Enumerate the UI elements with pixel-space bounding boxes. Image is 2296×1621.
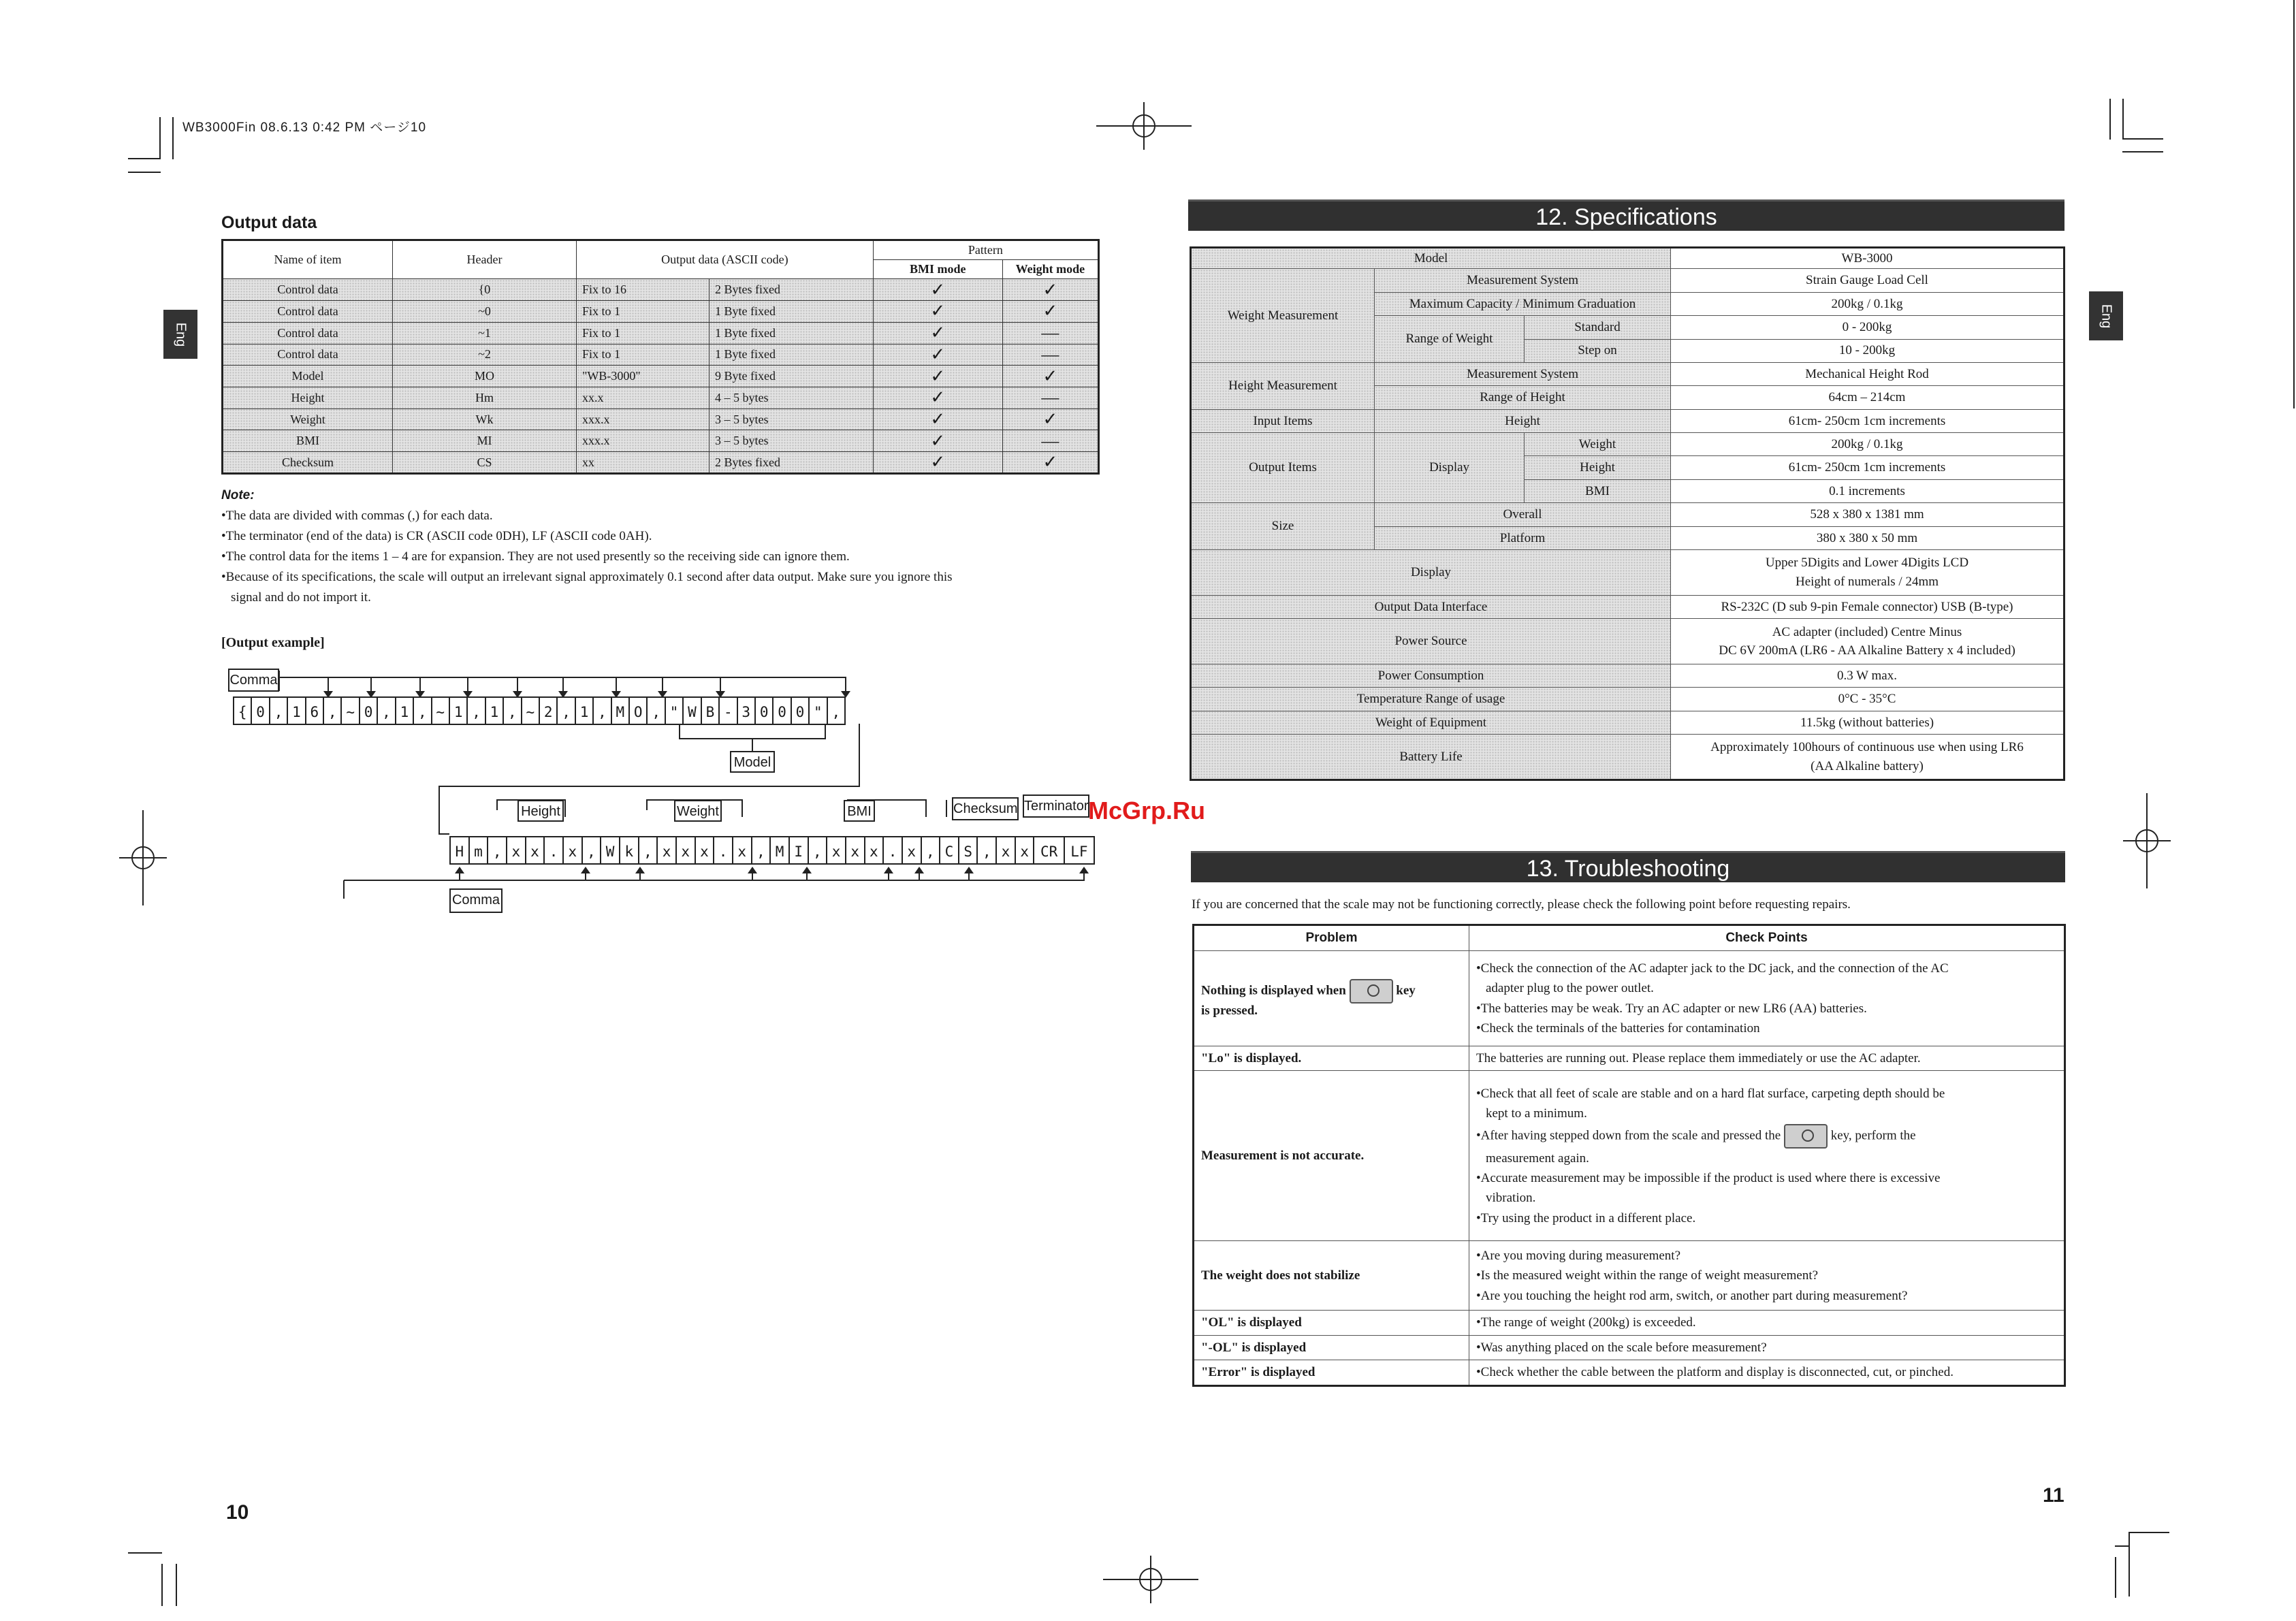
crop-mark bbox=[128, 1552, 162, 1554]
output-char-cell: x bbox=[677, 837, 696, 863]
output-char-cell: I bbox=[790, 837, 809, 863]
watermark: McGrp.Ru bbox=[1088, 797, 1206, 824]
table-row: Nothing is displayed when key is pressed. •Check the connection of the AC adapter jack to the DC jack, and the connection of the AC adapter plug to the power outlet. •The batteries may be weak. Try an AC adapter or new LR6 (AA) batteries. •Check the terminals of the batteries for contamination bbox=[1194, 951, 2065, 1046]
label-weight: Weight bbox=[674, 800, 722, 822]
check-icon: ✓ bbox=[1002, 279, 1098, 301]
check-icon: ✓ bbox=[1002, 366, 1098, 387]
col-bmi-mode: BMI mode bbox=[873, 259, 1002, 279]
output-char-cell: 0 bbox=[360, 698, 378, 724]
output-char-cell: x bbox=[1016, 837, 1035, 863]
table-row: Control data {0 Fix to 16 2 Bytes fixed ✓ ✓ bbox=[223, 279, 1099, 301]
table-row: Checksum CS xx 2 Bytes fixed ✓ ✓ bbox=[223, 452, 1099, 474]
output-char-cell: , bbox=[504, 698, 522, 724]
crop-mark bbox=[172, 117, 174, 159]
output-char-cell: 0 bbox=[756, 698, 774, 724]
crop-mark bbox=[2122, 151, 2163, 153]
output-char-cell: x bbox=[658, 837, 677, 863]
table-row: Control data ~0 Fix to 1 1 Byte fixed ✓ ✓ bbox=[223, 301, 1099, 323]
table-row: Model MO "WB-3000" 9 Byte fixed ✓ ✓ bbox=[223, 366, 1099, 387]
output-string-row2 bbox=[449, 836, 1095, 865]
output-char-cell: . bbox=[714, 837, 733, 863]
output-char-cell: , bbox=[270, 698, 288, 724]
output-char-cell: , bbox=[639, 837, 658, 863]
measure-key-icon bbox=[1350, 979, 1393, 1004]
table-row: Height Hm xx.x 4 – 5 bytes ✓ — bbox=[223, 387, 1099, 408]
notes-block bbox=[221, 485, 1106, 608]
crop-mark bbox=[128, 172, 161, 173]
output-example-diagram bbox=[225, 664, 1103, 922]
col-name: Name of item bbox=[223, 240, 393, 279]
output-char-cell: B bbox=[702, 698, 720, 724]
col-weight-mode: Weight mode bbox=[1002, 259, 1098, 279]
output-char-cell: , bbox=[468, 698, 485, 724]
troubleshooting-intro: If you are concerned that the scale may not be functioning correctly, please check the following point before requesting repairs. bbox=[1192, 897, 1851, 912]
output-char-cell: M bbox=[612, 698, 630, 724]
check-icon: ✓ bbox=[873, 279, 1002, 301]
crop-mark bbox=[2128, 1532, 2130, 1596]
table-row: "Lo" is displayed. The batteries are running out. Please replace them immediately or use the AC adapter. bbox=[1194, 1046, 2065, 1071]
table-row: Control data ~2 Fix to 1 1 Byte fixed ✓ — bbox=[223, 344, 1099, 366]
output-char-cell: 1 bbox=[288, 698, 306, 724]
dash-icon: — bbox=[1002, 344, 1098, 366]
output-char-cell: x bbox=[564, 837, 583, 863]
output-char-cell: LF bbox=[1065, 837, 1095, 863]
output-char-cell: k bbox=[620, 837, 639, 863]
label-checksum: Checksum bbox=[952, 797, 1019, 820]
output-char-cell: , bbox=[809, 837, 828, 863]
registration-mark bbox=[1096, 102, 1192, 150]
output-char-cell: m bbox=[470, 837, 489, 863]
output-char-cell: , bbox=[648, 698, 665, 724]
check-icon: ✓ bbox=[873, 322, 1002, 344]
output-char-cell: 0 bbox=[792, 698, 810, 724]
table-row: "-OL" is displayed •Was anything placed on the scale before measurement? bbox=[1194, 1335, 2065, 1360]
crop-mark bbox=[161, 1564, 163, 1606]
note-line: •The control data for the items 1 – 4 are for expansion. They are not used presently so the receiving side can ignore them. bbox=[221, 549, 850, 564]
output-char-cell: M bbox=[771, 837, 790, 863]
output-char-cell: x bbox=[903, 837, 922, 863]
output-char-cell: , bbox=[828, 698, 846, 724]
crop-mark bbox=[2109, 99, 2111, 140]
output-char-cell: - bbox=[720, 698, 737, 724]
output-char-cell: , bbox=[378, 698, 396, 724]
check-icon: ✓ bbox=[873, 344, 1002, 366]
output-char-cell: 0 bbox=[252, 698, 270, 724]
output-char-cell: x bbox=[846, 837, 865, 863]
output-char-cell: x bbox=[733, 837, 752, 863]
registration-mark bbox=[2123, 793, 2171, 888]
output-data-title: Output data bbox=[221, 213, 317, 232]
crop-mark bbox=[2122, 99, 2124, 140]
note-line: •The terminator (end of the data) is CR (ASCII code 0DH), LF (ASCII code 0AH). bbox=[221, 529, 652, 543]
output-char-cell: H bbox=[451, 837, 470, 863]
table-row: The weight does not stabilize •Are you moving during measurement? •Is the measured weight within the range of weight measurement? •Are you touching the height rod arm, switch, or another part during measurement? bbox=[1194, 1241, 2065, 1311]
output-char-cell: " bbox=[666, 698, 684, 724]
output-example-title: [Output example] bbox=[221, 635, 325, 650]
page-number-right: 11 bbox=[2043, 1484, 2064, 1507]
output-char-cell: ~ bbox=[522, 698, 540, 724]
output-char-cell: 1 bbox=[396, 698, 414, 724]
col-output: Output data (ASCII code) bbox=[577, 240, 874, 279]
output-char-cell: . bbox=[884, 837, 903, 863]
dash-icon: — bbox=[1002, 322, 1098, 344]
output-char-cell: , bbox=[978, 837, 998, 863]
output-char-cell: W bbox=[684, 698, 701, 724]
table-row: BMI MI xxx.x 3 – 5 bytes ✓ — bbox=[223, 430, 1099, 452]
output-char-cell: , bbox=[922, 837, 941, 863]
output-string-row1 bbox=[233, 696, 846, 725]
crop-mark bbox=[2115, 1557, 2116, 1598]
dash-icon: — bbox=[1002, 430, 1098, 452]
label-height: Height bbox=[517, 800, 564, 822]
side-tab-left: Eng bbox=[163, 310, 197, 359]
output-char-cell: x bbox=[865, 837, 884, 863]
side-tab-right: Eng bbox=[2089, 291, 2123, 340]
output-data-table bbox=[221, 239, 1100, 475]
check-icon: ✓ bbox=[1002, 408, 1098, 430]
check-icon: ✓ bbox=[1002, 452, 1098, 474]
specifications-header: 12. Specifications bbox=[1188, 199, 2064, 231]
check-icon: ✓ bbox=[873, 366, 1002, 387]
output-char-cell: CR bbox=[1034, 837, 1064, 863]
output-char-cell: C bbox=[940, 837, 959, 863]
page-number-left: 10 bbox=[226, 1501, 249, 1524]
output-char-cell: S bbox=[959, 837, 978, 863]
crop-mark bbox=[2115, 1545, 2128, 1547]
note-title: Note: bbox=[221, 488, 255, 502]
label-model: Model bbox=[730, 751, 775, 773]
output-char-cell: , bbox=[488, 837, 507, 863]
col-pattern: Pattern bbox=[873, 240, 1098, 260]
output-char-cell: ~ bbox=[342, 698, 360, 724]
output-char-cell: 2 bbox=[540, 698, 558, 724]
crop-mark bbox=[159, 117, 161, 159]
output-char-cell: x bbox=[526, 837, 545, 863]
check-icon: ✓ bbox=[873, 387, 1002, 408]
output-char-cell: x bbox=[827, 837, 846, 863]
check-icon: ✓ bbox=[1002, 301, 1098, 323]
check-icon: ✓ bbox=[873, 408, 1002, 430]
dash-icon: — bbox=[1002, 387, 1098, 408]
crop-mark bbox=[2128, 1532, 2169, 1533]
output-char-cell: 6 bbox=[306, 698, 324, 724]
output-char-cell: " bbox=[810, 698, 827, 724]
troubleshooting-header: 13. Troubleshooting bbox=[1191, 851, 2065, 882]
crop-mark bbox=[2122, 138, 2163, 140]
crop-mark bbox=[2293, 0, 2295, 408]
output-char-cell: 0 bbox=[774, 698, 791, 724]
table-row: "OL" is displayed •The range of weight (200kg) is exceeded. bbox=[1194, 1311, 2065, 1335]
output-char-cell: ~ bbox=[432, 698, 450, 724]
registration-mark bbox=[119, 810, 167, 905]
label-comma: Comma bbox=[228, 669, 279, 692]
measure-key-icon bbox=[1784, 1124, 1828, 1149]
output-char-cell: 1 bbox=[450, 698, 468, 724]
output-char-cell: , bbox=[752, 837, 771, 863]
table-row: Measurement is not accurate. •Check that all feet of scale are stable and on a hard flat surface, carpeting depth should be kept to a minimum. •After having stepped down from the scale and pressed the key, perform the measurement again. •Accurate measurement may be impossible if the product is used where there is excessive vibration. •Try using the product in a different place. bbox=[1194, 1071, 2065, 1241]
check-icon: ✓ bbox=[873, 301, 1002, 323]
label-comma-2: Comma bbox=[449, 888, 503, 913]
crop-mark bbox=[128, 158, 161, 159]
label-bmi: BMI bbox=[844, 800, 875, 822]
output-char-cell: , bbox=[594, 698, 611, 724]
output-char-cell: , bbox=[558, 698, 575, 724]
output-char-cell: x bbox=[507, 837, 526, 863]
output-char-cell: 1 bbox=[576, 698, 594, 724]
output-char-cell: x bbox=[997, 837, 1016, 863]
troubleshooting-table: Problem Check Points Nothing is displayed when key is pressed. •Check the connection of the AC adapter jack to the DC jack, and the connection of the AC adapter plug to the power outlet. •The batteries may be weak. Try an AC adapter or new LR6 (AA) batteries. •Check the terminals of the batteries for contamination "Lo" is displayed. The batteries are running out. Please replace them immediately or use the AC adapter. Measurement is not accurate. •Check that all feet of scale are stable and on a hard flat surface, carpeting depth should be kept to a minimum. •After having stepped down from the scale and pressed the key, perform the measurement again. •Accurate measurement may be impossible if the product is used where there is excessive vibration. •Try using the product in a different place. The weight does not stabilize •Are you moving during measurement? •Is the measured weight within the range of weight measurement? •Are you touching the height rod arm, switch, or another part during measurement? "OL" is displayed •The range of weight (200kg) is exceeded. "-OL" is displayed •Was anything placed on the scale before measurement? "Error" is displayed •Check whether the cable between the platform and display is disconnected, cut, or pinched. bbox=[1192, 924, 2066, 1387]
check-icon: ✓ bbox=[873, 452, 1002, 474]
check-icon: ✓ bbox=[873, 430, 1002, 452]
output-char-cell: . bbox=[545, 837, 564, 863]
output-char-cell: 3 bbox=[738, 698, 756, 724]
output-char-cell: , bbox=[414, 698, 432, 724]
label-terminator: Terminator bbox=[1023, 795, 1089, 818]
output-char-cell: 1 bbox=[486, 698, 504, 724]
output-char-cell: , bbox=[324, 698, 342, 724]
output-char-cell: O bbox=[630, 698, 648, 724]
col-header: Header bbox=[393, 240, 577, 279]
output-char-cell: W bbox=[601, 837, 620, 863]
specifications-table: Model WB-3000 Weight Measurement Measurement System Strain Gauge Load Cell Maximum Capacity / Minimum Graduation 200kg / 0.1kg Range of Weight Standard 0 - 200kg Step on 10 - 200kg Height Measurement Measurement System Mechanical Height Rod Range of Height 64cm – 214cm Input Items Height 61cm- 250cm 1cm increments Output Items Display Weight 200kg / 0.1kg Height 61cm- 250cm 1cm increments BMI 0.1 increments Size Overall 528 x 380 x 1381 mm Platform 380 x 380 x 50 mm Display Upper 5Digits and Lower 4Digits LCD Height of numerals / 24mm Output Data Interface RS-232C (D sub 9-pin Female connector) USB (B-type) Power Source AC adapter (included) Centre Minus DC 6V 200mA (LR6 - AA Alkaline Battery x 4 included) Power Consumption 0.3 W max. Temperature Range of usage 0°C - 35°C Weight of Equipment 11.5kg (without batteries) Battery Life Approximately 100hours of continuous use when using LR6 (AA Alkaline battery) bbox=[1190, 246, 2065, 781]
note-line: •Because of its specifications, the scale will output an irrelevant signal approximately 0.1 second after data output. Make sure you ignore this bbox=[221, 570, 953, 584]
crop-mark bbox=[176, 1564, 177, 1606]
table-row: "Error" is displayed •Check whether the cable between the platform and display is disconnected, cut, or pinched. bbox=[1194, 1360, 2065, 1385]
note-line: •The data are divided with commas (,) for each data. bbox=[221, 509, 493, 523]
note-line: signal and do not import it. bbox=[231, 590, 371, 605]
table-row: Weight Wk xxx.x 3 – 5 bytes ✓ ✓ bbox=[223, 408, 1099, 430]
output-char-cell: { bbox=[234, 698, 252, 724]
output-char-cell: x bbox=[696, 837, 715, 863]
registration-mark bbox=[1103, 1556, 1198, 1603]
print-header: WB3000Fin 08.6.13 0:42 PM ページ10 bbox=[182, 121, 427, 135]
output-char-cell: , bbox=[583, 837, 602, 863]
table-row: Control data ~1 Fix to 1 1 Byte fixed ✓ — bbox=[223, 322, 1099, 344]
